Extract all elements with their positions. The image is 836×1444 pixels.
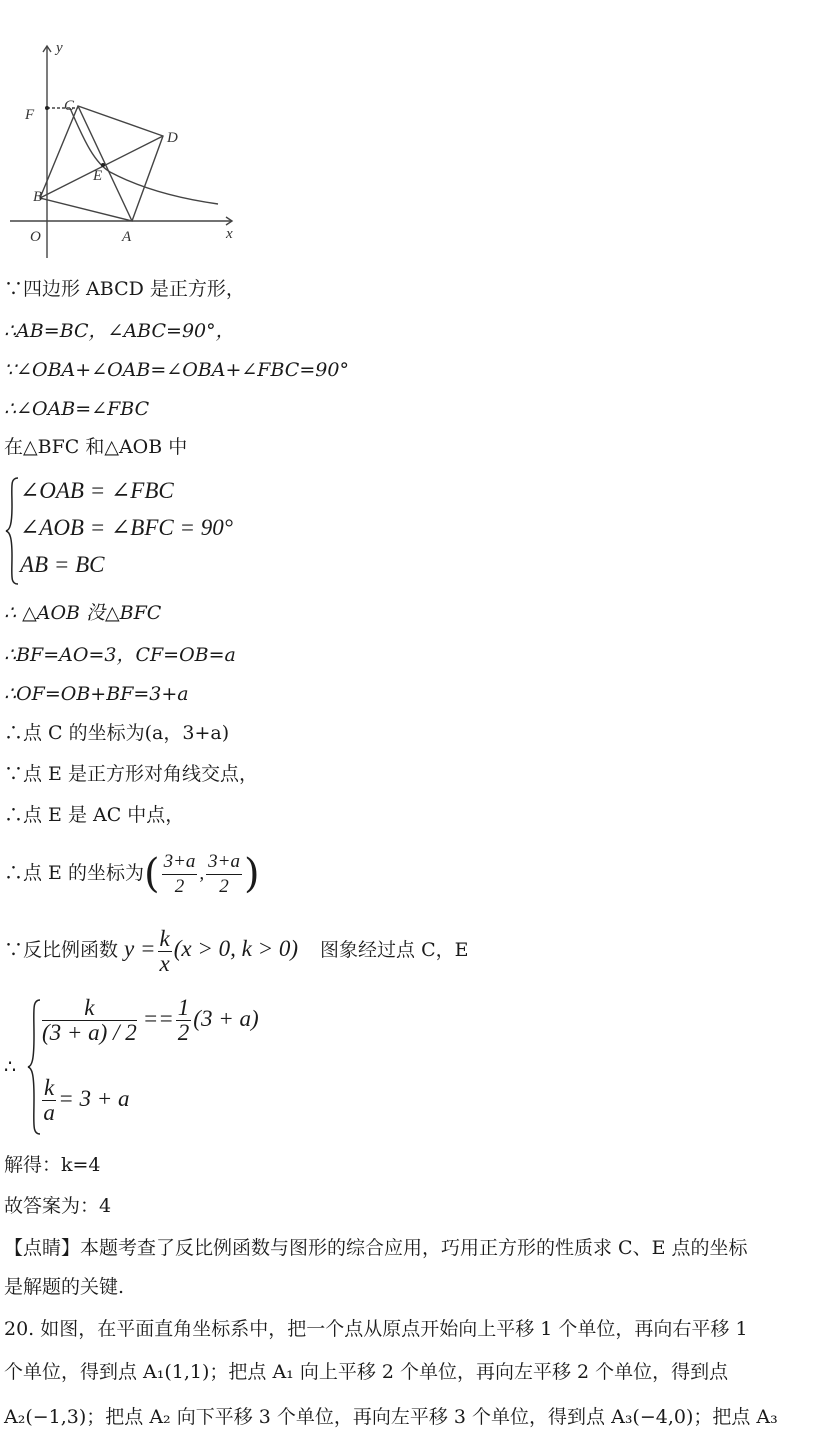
- label-b: B: [33, 189, 43, 205]
- sys2-r1-half-num: 1: [177, 995, 190, 1020]
- line-point-e-midpoint: ∴点 E 是 AC 中点，: [4, 804, 185, 826]
- line-solution: 解得：k=4: [4, 1154, 101, 1176]
- sys2-r2-tail: = 3 + a: [58, 1085, 130, 1111]
- sys2-r1-num: k: [42, 996, 137, 1021]
- line-e-coordinates: [4, 846, 260, 901]
- square-abcd: [40, 106, 163, 221]
- sys2-r1-half: [176, 996, 192, 1045]
- sys2-r2-frac: [42, 1076, 56, 1125]
- frac1-den: 2: [174, 875, 185, 897]
- label-d: D: [167, 130, 178, 146]
- line-comment: 【点睛】本题考查了反比例函数与图形的综合应用，巧用正方形的性质求 C、E 点的坐标: [4, 1237, 748, 1259]
- sys2-r1-den: (3 + a) / 2: [42, 1020, 137, 1045]
- system2-row1: [40, 996, 259, 1045]
- function-den: x: [159, 950, 170, 976]
- function-frac: [158, 927, 172, 976]
- geometry-figure: [0, 38, 250, 258]
- label-e: E: [93, 168, 103, 184]
- diagonal-bd: [40, 136, 163, 198]
- question-20-line1: 20. 如图，在平面直角坐标系中，把一个点从原点开始向上平移 1 个单位，再向右平移 1: [4, 1318, 748, 1340]
- label-o: O: [30, 229, 41, 245]
- label-y: y: [56, 40, 63, 56]
- system1-row1: ∠OAB = ∠FBC: [20, 478, 174, 503]
- brace-left-1: [4, 476, 20, 586]
- function-prefix: ∵反比例函数: [4, 939, 125, 961]
- system1-row3: AB = BC: [20, 552, 105, 577]
- sys2-r1-frac: [42, 996, 137, 1045]
- e-coord-frac-2: [206, 850, 242, 899]
- line-angle-equal: ∴∠OAB=∠FBC: [4, 398, 150, 420]
- paren-right: ): [243, 851, 260, 897]
- point-e: [101, 163, 105, 167]
- sys2-r1-eq: ==: [142, 1005, 174, 1031]
- line-answer: 故答案为：4: [4, 1195, 112, 1217]
- e-coord-frac-1: [162, 850, 198, 899]
- label-x: x: [226, 226, 233, 242]
- frac2-num: 3+a: [206, 850, 242, 875]
- system2-row2: [40, 1076, 130, 1125]
- system2-prefix: ∴: [4, 1056, 17, 1078]
- point-f: [45, 106, 49, 110]
- sys2-r1-half-den: 2: [177, 1020, 190, 1045]
- frac2-den: 2: [219, 875, 229, 897]
- function-y: y =: [124, 936, 156, 961]
- frac1-num: 3+a: [162, 850, 198, 875]
- line-triangles: 在△BFC 和△AOB 中: [4, 436, 188, 458]
- line-of: ∴OF=OB+BF=3+a: [4, 683, 189, 705]
- function-suffix: 图象经过点 C，E: [320, 939, 469, 961]
- sys2-r2-num: k: [44, 1075, 55, 1100]
- e-coord-prefix: ∴点 E 的坐标为: [4, 862, 144, 884]
- line-point-e-intersection: ∵点 E 是正方形对角线交点，: [4, 763, 258, 785]
- line-function: [4, 922, 468, 977]
- line-angle-sum: ∵∠OBA+∠OAB=∠OBA+∠FBC=90°: [4, 359, 349, 381]
- line-ab-bc: ∴AB=BC，∠ABC=90°，: [4, 320, 235, 342]
- line-comment-end: 是解题的关键.: [4, 1276, 125, 1298]
- function-num: k: [159, 925, 170, 951]
- system1-row2: ∠AOB = ∠BFC = 90°: [20, 515, 233, 540]
- diagonal-ac: [78, 106, 132, 221]
- sys2-r2-den: a: [43, 1100, 55, 1125]
- line-square: ∵四边形 ABCD 是正方形，: [4, 278, 245, 300]
- label-f: F: [25, 107, 35, 123]
- paren-left: (: [143, 851, 160, 897]
- label-c: C: [64, 98, 75, 114]
- label-a: A: [122, 229, 132, 245]
- sys2-r1-tail: (3 + a): [193, 1005, 259, 1031]
- question-20-line2: 个单位，得到点 A₁(1,1)；把点 A₁ 向上平移 2 个单位，再向左平移 2 个单位，得到点: [4, 1361, 729, 1383]
- line-congruent: ∴ △AOB 没△BFC: [4, 602, 162, 624]
- line-point-c: ∴点 C 的坐标为(a，3+a): [4, 722, 230, 744]
- line-bf-cf: ∴BF=AO=3，CF=OB=a: [4, 644, 236, 666]
- function-condition: (x > 0, k > 0): [173, 936, 299, 961]
- comma: ,: [199, 863, 205, 884]
- question-20-line3: A₂(−1,3)；把点 A₂ 向下平移 3 个单位，再向左平移 3 个单位，得到点 A₃(−4,0)；把点 A₃: [4, 1406, 778, 1428]
